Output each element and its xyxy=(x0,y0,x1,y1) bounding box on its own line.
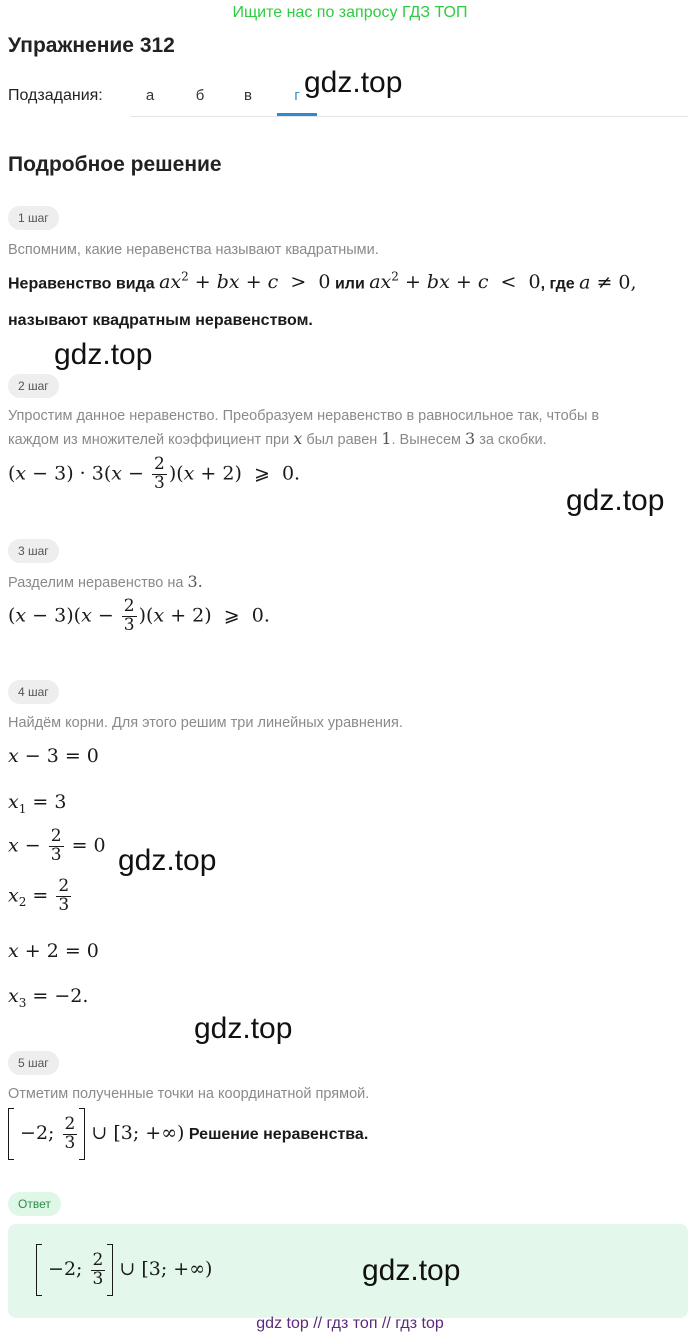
tab-v[interactable]: в xyxy=(244,87,252,104)
step-text: или xyxy=(334,275,365,293)
math-expression: $x_1 = 3$ xyxy=(8,791,67,816)
step-badge: 3 шаг xyxy=(8,539,59,563)
math-expression: −2; $\frac{2}{3}$ ∪ [3; +∞) xyxy=(8,1122,184,1144)
tab-g[interactable]: г xyxy=(294,87,300,104)
math-expression: $x_3 = -2$. xyxy=(8,985,89,1010)
subtasks-label: Подзадания: xyxy=(8,87,103,104)
math-expression: 1 xyxy=(381,429,392,448)
math-expression: x + 2 = 0 xyxy=(8,940,99,962)
step-text: Разделим неравенство на xyxy=(8,575,184,591)
math-expression: x − 3 = 0 xyxy=(8,745,99,767)
step-5-solution xyxy=(8,1108,368,1160)
tab-b[interactable]: б xyxy=(195,87,205,104)
watermark: gdz.top xyxy=(118,844,217,877)
math-expression: (x − 3)(x − $\frac{2}{3}$ )(x + 2) ⩾ 0. xyxy=(8,596,270,635)
step-badge: 5 шаг xyxy=(8,1051,59,1075)
answer-badge: Ответ xyxy=(8,1192,61,1216)
watermark: gdz.top xyxy=(566,484,665,517)
math-expression: $x_2$ = $\frac{2}{3}$ xyxy=(8,876,70,915)
step-text: Найдём корни. Для этого решим три линейных уравнения. xyxy=(8,715,403,731)
math-expression: −2; $\frac{2}{3}$ ∪ [3; +∞) xyxy=(36,1244,212,1296)
step-badge: 1 шаг xyxy=(8,206,59,230)
subtask-tabs xyxy=(130,80,688,117)
math-expression: x − $\frac{2}{3}$ = 0 xyxy=(8,826,106,865)
page-title: Упражнение 312 xyxy=(8,34,175,57)
step-1-definition xyxy=(8,270,637,293)
step-text: , где xyxy=(540,275,575,293)
step-text: Отметим полученные точки на координатной прямой. xyxy=(8,1086,370,1102)
solution-heading: Подробное решение xyxy=(8,153,222,176)
step-badge: 4 шаг xyxy=(8,680,59,704)
step-text: . Вынесем xyxy=(391,432,462,448)
step-3-text xyxy=(8,570,203,595)
promo-banner: Ищите нас по запросу ГДЗ ТОП xyxy=(232,4,468,21)
math-expression: $ax^2$ + bx + c < 0 xyxy=(369,270,541,294)
watermark: gdz.top xyxy=(54,338,153,371)
footer-links: gdz top // гдз топ // гдз top xyxy=(256,1315,444,1332)
step-text: за скобки. xyxy=(479,432,547,448)
step-text: Вспомним, какие неравенства называют квадратными. xyxy=(8,242,379,258)
watermark: gdz.top xyxy=(304,66,403,99)
math-expression: 3 xyxy=(465,429,476,448)
answer-box xyxy=(8,1224,688,1318)
math-expression: (x − 3) · 3(x − $\frac{2}{3}$ )(x + 2) ⩾ 0. xyxy=(8,454,301,493)
math-expression: $ax^2$ + bx + c > 0 xyxy=(159,270,331,294)
math-expression: a ≠ 0, xyxy=(579,271,637,294)
math-expression: x xyxy=(293,429,303,448)
step-text: Решение неравенства. xyxy=(188,1126,369,1143)
active-tab-indicator xyxy=(277,113,317,116)
math-expression: 3. xyxy=(187,572,203,591)
step-text: называют квадратным неравенством. xyxy=(8,312,313,329)
step-2-text-line-2 xyxy=(8,427,547,452)
tab-a[interactable]: а xyxy=(145,87,155,104)
watermark: gdz.top xyxy=(194,1012,293,1045)
step-badge: 2 шаг xyxy=(8,374,59,398)
step-text: Неравенство вида xyxy=(8,275,155,293)
step-text: был равен xyxy=(306,432,378,448)
step-text: каждом из множителей коэффициент при xyxy=(8,432,290,448)
step-text: Упростим данное неравенство. Преобразуем неравенство в равносильное так, чтобы в xyxy=(8,408,600,424)
watermark: gdz.top xyxy=(362,1254,461,1287)
